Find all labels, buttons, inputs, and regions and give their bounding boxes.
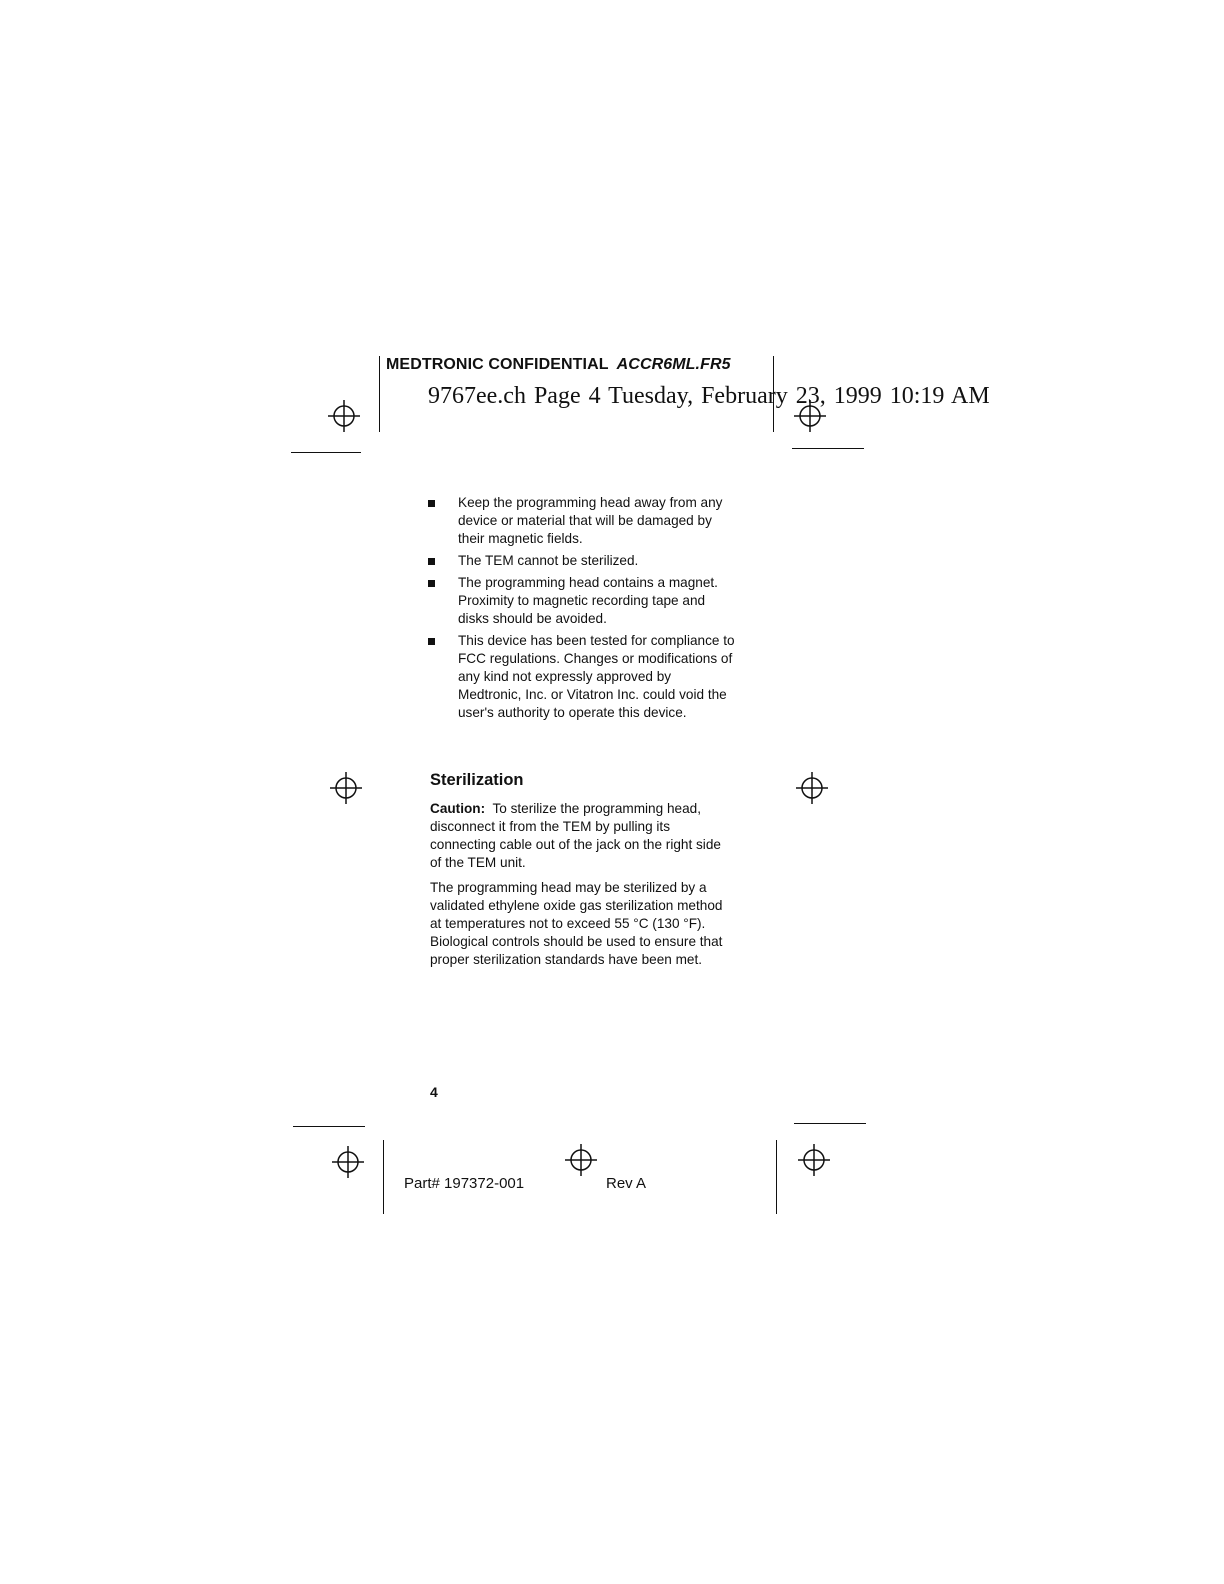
section-heading: Sterilization: [430, 771, 524, 789]
crop-mark-icon: [563, 1142, 599, 1178]
list-item: The programming head contains a magnet. Proximity to magnetic recording tape and disks should be avoided.: [426, 574, 736, 628]
bullet-square-icon: [428, 558, 435, 565]
print-header-line: 9767ee.ch Page 4 Tuesday, February 23, 1999 10:19 AM: [428, 383, 990, 409]
confidential-text: MEDTRONIC CONFIDENTIAL: [386, 356, 609, 373]
list-item: Keep the programming head away from any device or material that will be damaged by their magnetic fields.: [426, 494, 736, 548]
header-left-rule: [379, 356, 380, 432]
caution-label: Caution:: [430, 801, 486, 816]
revision: Rev A: [606, 1175, 647, 1192]
part-number: Part# 197372-001: [404, 1175, 525, 1192]
trim-line: [794, 1123, 866, 1124]
bullet-square-icon: [428, 638, 435, 645]
trim-line: [792, 448, 864, 449]
caution-text: To sterilize the programming head, disconnect it from the TEM by pulling its connecting cable out of the jack on the right side of the TEM unit.: [430, 801, 721, 870]
crop-mark-icon: [328, 770, 364, 806]
trim-line: [293, 1126, 365, 1127]
list-item: This device has been tested for compliance to FCC regulations. Changes or modifications of any kind not expressly approved by Medtronic, Inc. or Vitatron Inc. could void the user's authority to operate this device.: [426, 632, 736, 722]
trim-line: [291, 452, 361, 453]
confidential-label: [386, 356, 731, 374]
caution-paragraph: [430, 800, 732, 872]
crop-mark-icon: [326, 398, 362, 434]
crop-mark-icon: [330, 1144, 366, 1180]
filename-text: ACCR6ML.FR5: [616, 356, 731, 373]
bullet-square-icon: [428, 580, 435, 587]
sterilization-body: The programming head may be sterilized by a validated ethylene oxide gas sterilization method at temperatures not to exceed 55 °C (130 °F). Biological controls should be used to ensure that proper sterilization standards have been met.: [430, 880, 723, 967]
crop-mark-icon: [794, 770, 830, 806]
bullet-square-icon: [428, 500, 435, 507]
list-item: The TEM cannot be sterilized.: [426, 552, 736, 570]
page-number: 4: [430, 1084, 438, 1100]
footer-left-rule: [383, 1140, 384, 1214]
footer-right-rule: [776, 1140, 777, 1214]
crop-mark-icon: [796, 1142, 832, 1178]
bullet-list: [426, 494, 736, 726]
crop-mark-icon: [792, 398, 828, 434]
